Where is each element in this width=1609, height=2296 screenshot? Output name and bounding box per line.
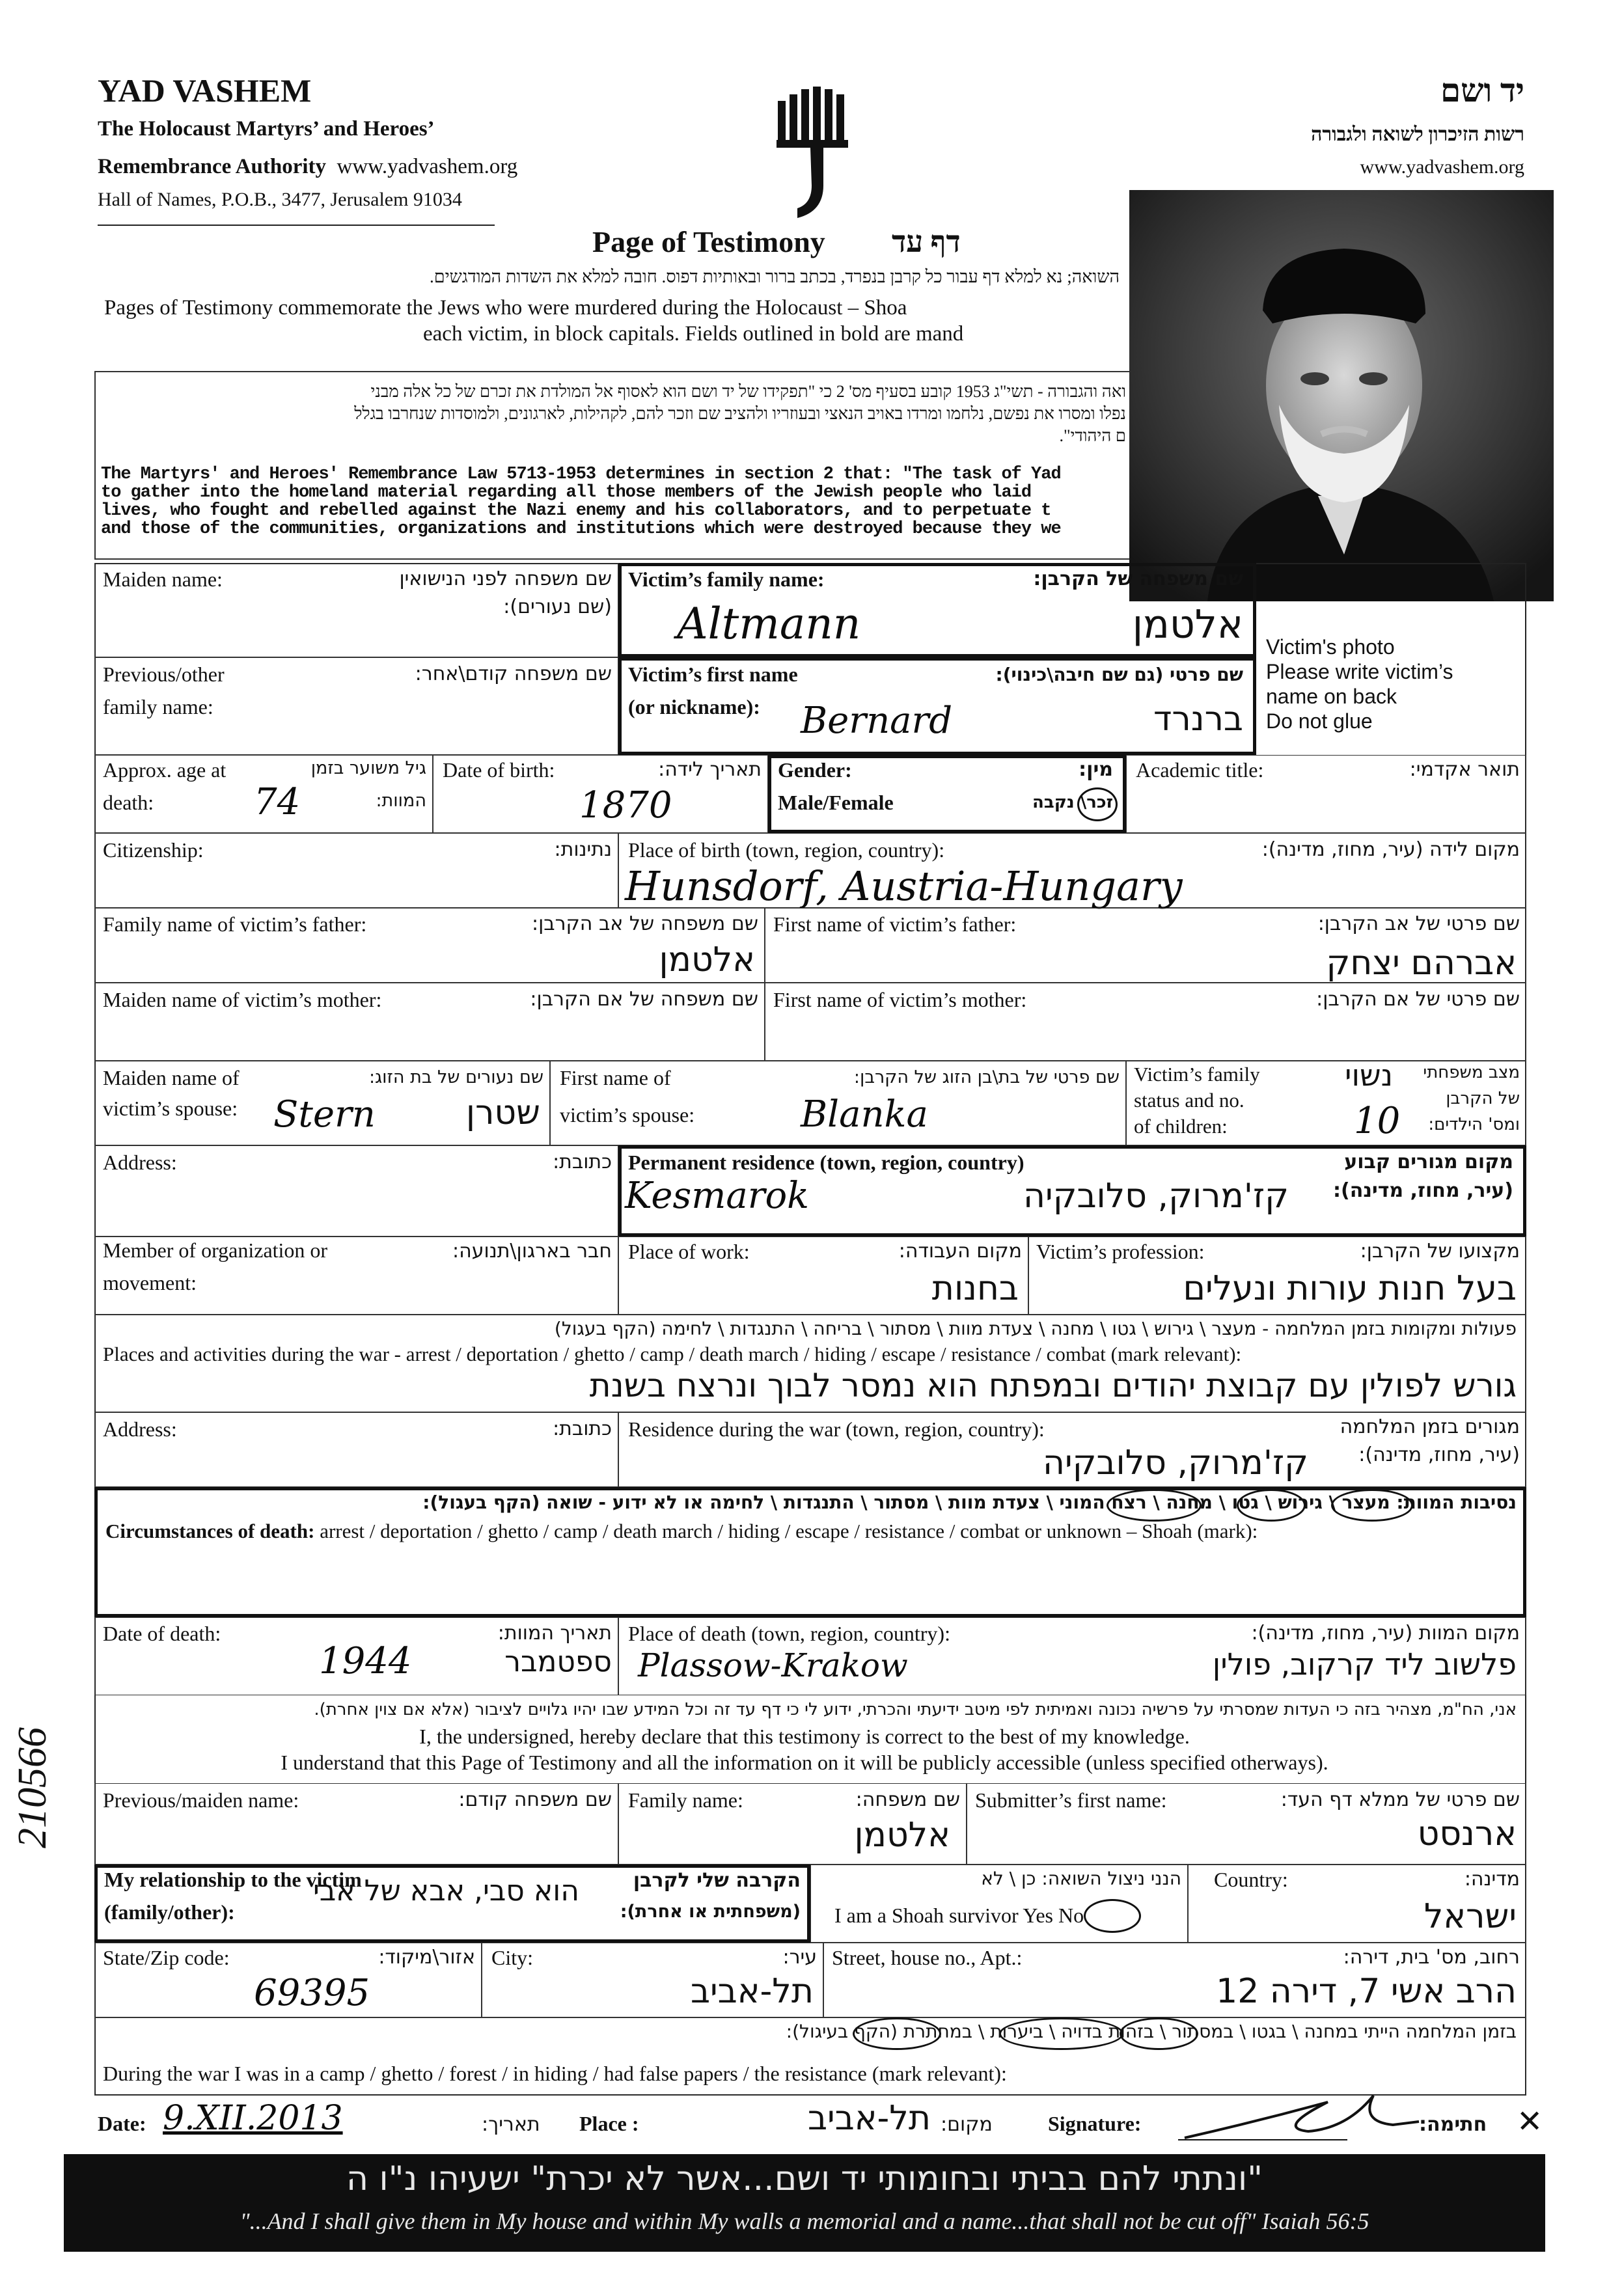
city-label: City:: [491, 1946, 534, 1969]
relationship-label-he: הקרבה שלי לקרבן: [633, 1869, 801, 1892]
profession-value: בעל חנות עורות ונעלים: [1183, 1269, 1517, 1308]
org-sub-he: רשות הזיכרון לשואה ולגבורה: [1311, 124, 1524, 145]
previous-name-label: Previous/other: [103, 663, 225, 686]
survivor-no-option[interactable]: No: [1058, 1904, 1084, 1927]
mass-murder-circle: [1107, 1489, 1202, 1522]
war-residence-label-he: מגורים בזמן המלחמה: [1340, 1415, 1520, 1438]
war-status-label: During the war I was in a camp / ghetto / forest / in hiding / had false papers / the resistance (mark relevant):: [103, 2062, 1007, 2085]
zip-label-he: אזור\מיקוד:: [378, 1946, 475, 1969]
submitter-first-label: Submitter’s first name:: [975, 1788, 1167, 1812]
org-sub2-en: Remembrance Authority www.yadvashem.org: [98, 155, 518, 178]
signature-label: Signature:: [1048, 2112, 1142, 2135]
war-residence-label: Residence during the war (town, region, country):: [628, 1417, 1045, 1441]
age-value: 74: [254, 781, 301, 823]
submitter-previous-label-he: שם משפחה קודם:: [458, 1788, 612, 1811]
cross-mark-icon: ✕: [1517, 2105, 1543, 2139]
family-status-label-he: מצב משפחתי: [1423, 1063, 1520, 1082]
family-name-value: Altmann: [677, 599, 861, 649]
relationship-label: My relationship to the victim: [104, 1868, 362, 1891]
hiding-circle: [1120, 2017, 1198, 2050]
submitter-family-label: Family name:: [628, 1788, 743, 1812]
declaration-he: אני, הח"מ, מצהיר בזה כי העדות שמסרתי על פרשיה נכונה ואמיתית לפי מיטב ידיעתי והכרתי, ידוע לי כי דף עד זה וכל המידע שבו יהיו גלויים לציבור (אלא אם צוין אחרת).: [314, 1700, 1517, 1719]
relationship-label-he2: (משפחתית או אחרת):: [620, 1902, 801, 1922]
first-name-label: Victim’s first name: [628, 663, 798, 686]
declaration-en-1: I, the undersigned, hereby declare that this testimony is correct to the best of my knowledge.: [419, 1725, 1190, 1748]
family-status-label: Victim’s family: [1134, 1063, 1260, 1086]
gender-label-he: מין:: [1079, 758, 1113, 781]
academic-label: Academic title:: [1136, 758, 1264, 782]
father-family-value: אלטמן: [659, 940, 755, 979]
residence-value-he: קז'מרוק, סלובקיה: [1023, 1177, 1289, 1216]
father-first-label-he: שם פרטי של אב הקרבן:: [1317, 912, 1520, 935]
relationship-value: הוא סבי, אבא של אבי: [312, 1874, 579, 1907]
residence-label: Permanent residence (town, region, country): [628, 1151, 1025, 1174]
org-name-en: YAD VASHEM: [98, 72, 312, 109]
submitter-previous-label: Previous/maiden name:: [103, 1788, 299, 1812]
gender-label-2: Male/Female: [778, 791, 894, 814]
country-label: Country:: [1214, 1868, 1288, 1891]
law-text-en: The Martyrs' and Heroes' Remembrance Law 5713-1953 determines in section 2 that: "The task of Yad to gather into the homeland material regarding all those members of the Jewish people who laid lives, who fought and rebelled against the Nazi enemy and his collaborators, and to perpetuate t and those of the communities, organizations and institutions which were destroyed because they we: [101, 465, 1061, 539]
country-value: ישראל: [1423, 1897, 1517, 1936]
family-name-label-he: שם משפחה של הקרבן:: [1033, 567, 1243, 590]
mother-maiden-label-he: שם משפחה של אם הקרבן:: [530, 988, 758, 1011]
spouse-first-label-he: שם פרטי של בת\בן הזוג של הקרבן:: [853, 1067, 1120, 1087]
spouse-maiden-label-2: victim’s spouse:: [103, 1097, 238, 1120]
dod-label: Date of death:: [103, 1622, 221, 1645]
war-residence-value: קז'מרוק, סלובקיה: [1042, 1443, 1308, 1483]
family-name-value-he: אלטמן: [1132, 602, 1243, 648]
city-value: תל-אביב: [690, 1972, 814, 2011]
death-place-label-he: מקום המוות (עיר, מחוז, מדינה):: [1251, 1622, 1520, 1645]
war-address-label: Address:: [103, 1417, 177, 1441]
intro-he: השואה; נא למלא דף עבור כל קרבן בנפרד, בכתב ברור ובאותיות דפוס. חובה למלא את השדות המודגשים.: [430, 267, 1120, 286]
relationship-label-2: (family/other):: [104, 1900, 235, 1924]
first-name-label-2: (or nickname):: [628, 695, 760, 718]
organization-label-he: חבר בארגון\תנועה:: [452, 1240, 612, 1263]
citizenship-label-he: נתינות:: [554, 838, 612, 861]
first-name-value-he: ברנרד: [1153, 700, 1243, 739]
dob-label: Date of birth:: [443, 758, 555, 782]
birthplace-label: Place of birth (town, region, country):: [628, 838, 945, 862]
declaration-en-2: I understand that this Page of Testimony and all the information on it will be publicly accessible (unless specified otherways).: [281, 1751, 1328, 1774]
underground-circle: [853, 2017, 941, 2050]
street-value: הרב אשי 7, דירה 12: [1216, 1972, 1517, 2011]
maiden-name-label-he: שם משפחה לפני הנישואין: [399, 567, 612, 590]
activities-value: גורש לפולין עם קבוצת יהודים ובמפתח הוא נמסר לבוך ונרצח בשנת: [589, 1367, 1517, 1404]
country-label-he: מדינה:: [1464, 1868, 1520, 1891]
address-label: Address:: [103, 1151, 177, 1174]
submitter-family-label-he: שם משפחה:: [855, 1788, 960, 1811]
birthplace-value: Hunsdorf, Austria-Hungary: [625, 862, 1183, 910]
submitter-first-value: ארנסט: [1417, 1814, 1517, 1853]
signature-icon[interactable]: [1178, 2083, 1425, 2148]
arrest-circle: [1331, 1489, 1413, 1522]
profession-label: Victim’s profession:: [1036, 1240, 1205, 1263]
dob-label-he: תאריך לידה:: [658, 758, 762, 781]
intro-en-2: each victim, in block capitals. Fields outlined in bold are mand: [423, 322, 964, 346]
family-status-label-he2: של הקרבן: [1446, 1089, 1520, 1108]
activities-label: Places and activities during the war - arrest / deportation / ghetto / camp / death march / hiding / escape / resistance / combat (mark relevant):: [103, 1343, 1242, 1365]
profession-label-he: מקצועו של הקרבן:: [1360, 1240, 1520, 1263]
age-label-2: death:: [103, 791, 154, 814]
victim-photo: [1129, 190, 1554, 601]
mother-first-label: First name of victim’s mother:: [773, 988, 1027, 1011]
circumstances-label-he: נסיבות המוות: מעצר \ גירוש \ גטו \ מחנה \ רצח המוני \ צעדת מוות \ מסתור \ התנגדות \ לחימה או לא ידוע - שואה (הקף בעגול):: [422, 1492, 1517, 1513]
place-label: Place :: [579, 2112, 639, 2135]
zip-label: State/Zip code:: [103, 1946, 230, 1969]
death-place-value: Plassow-Krakow: [638, 1647, 908, 1684]
org-sub-en: The Holocaust Martyrs’ and Heroes’: [98, 117, 435, 141]
war-residence-label-he2: (עיר, מחוז, מדינה):: [1358, 1443, 1520, 1466]
gender-label-he2: זכר\ נקבה: [1032, 793, 1113, 812]
survivor-label: I am a Shoah survivor Yes No: [834, 1904, 1084, 1927]
academic-label-he: תואר אקדמי:: [1409, 758, 1520, 781]
deportation-circle: [1237, 1489, 1306, 1522]
zip-value: 69395: [254, 1972, 370, 2014]
family-status-value: נשוי: [1345, 1058, 1393, 1093]
children-count-value: 10: [1354, 1100, 1401, 1142]
mother-maiden-label: Maiden name of victim’s mother:: [103, 988, 382, 1011]
organization-label-2: movement:: [103, 1271, 197, 1294]
dob-value: 1870: [579, 784, 672, 827]
spouse-maiden-label-he: שם נעורים של בת הזוג:: [368, 1067, 543, 1087]
war-address-label-he: כתובת:: [553, 1417, 612, 1440]
previous-name-label-he: שם משפחה קודם\אחר:: [415, 663, 612, 685]
footer-quote-en: "...And I shall give them in My house and within My walls a memorial and a name...that shall not be cut off" Isaiah 56:5: [240, 2208, 1369, 2234]
father-family-label-he: שם משפחה של אב הקרבן:: [531, 912, 758, 935]
date-value: 9.XII.2013: [163, 2099, 343, 2138]
workplace-label-he: מקום העבודה:: [898, 1240, 1022, 1263]
residence-label-he: מקום מגורים קבוע: [1344, 1151, 1513, 1173]
portrait-icon: [1129, 190, 1554, 601]
website-link-he[interactable]: www.yadvashem.org: [1360, 156, 1524, 178]
org-address: Hall of Names, P.O.B., 3477, Jerusalem 91034: [98, 189, 462, 210]
activities-label-he: פעולות ומקומות בזמן המלחמה - מעצר \ גירוש \ גטו \ מחנה \ צעדת מוות \ מסתור \ בריחה \ התנגדות \ לחימה (הקף בעגול): [554, 1318, 1517, 1339]
organization-label: Member of organization or: [103, 1238, 328, 1262]
false-identity-circle: [999, 2017, 1123, 2050]
org-name-he: יד ושם: [1440, 72, 1524, 109]
maiden-name-label: Maiden name:: [103, 567, 223, 591]
age-label-he: גיל משוער בזמן: [310, 758, 426, 778]
spouse-first-value: Blanka: [801, 1093, 928, 1136]
family-status-label-he3: ומס' הילדים:: [1428, 1115, 1520, 1134]
survivor-yes-option[interactable]: Yes: [1023, 1904, 1053, 1927]
website-link[interactable]: www.yadvashem.org: [337, 155, 518, 178]
birthplace-label-he: מקום לידה (עיר, מחוז, מדינה):: [1261, 838, 1520, 861]
workplace-label: Place of work:: [628, 1240, 750, 1263]
spouse-maiden-value: Stern: [273, 1093, 376, 1136]
residence-label-he2: (עיר, מחוז, מדינה):: [1333, 1179, 1513, 1202]
first-name-value: Bernard: [801, 700, 953, 742]
death-place-value-he: פלשוב ליד קרקוב, פולין: [1212, 1647, 1517, 1682]
workplace-value: בחנות: [931, 1269, 1019, 1308]
family-status-label-3: of children:: [1134, 1115, 1228, 1138]
place-label-he: מקום:: [941, 2113, 993, 2136]
dod-value-he: ספטמבר: [504, 1645, 612, 1678]
father-family-label: Family name of victim’s father:: [103, 912, 367, 936]
law-text-he: ואה והגבורה - תשי"ג 1953 קובע בסעיף מס' 2 כי "תפקידו של יד ושם הוא לאסוף אל המולדת את זכרם של כל אלה מבני נפלו ומסרו את נפשם, נלחמו ומרדו באויב הנאצי ובעוזריו ולהציב שם וזכר להם, לקהילות, לארגונים, ולמוסדות שנחרבו בגלל ם היהודי".: [354, 382, 1126, 445]
footer-quote-he: "ונתתי להם בביתי ובחומותי יד ושם...אשר לא יכרת" ישעיהו נ"ו ה: [346, 2159, 1263, 2198]
spouse-maiden-value-he: שטרן: [465, 1093, 540, 1132]
age-label: Approx. age at: [103, 758, 227, 782]
page-title-he: דף עד: [892, 225, 961, 258]
photo-instructions: Victim's photo Please write victim’s name on back Do not glue: [1266, 635, 1453, 733]
gender-label: Gender:: [778, 758, 852, 782]
residence-value: Kesmarok: [625, 1175, 810, 1217]
father-first-label: First name of victim’s father:: [773, 912, 1017, 936]
maiden-name-label-he2: (שם נעורים):: [503, 595, 612, 618]
dod-value: 1944: [319, 1640, 412, 1682]
street-label-he: רחוב, מס' בית, דירה:: [1343, 1946, 1520, 1969]
submitter-first-label-he: שם פרטי של ממלא דף העד:: [1280, 1788, 1520, 1811]
yad-vashem-logo-icon: [771, 75, 856, 225]
signature-label-he: חתימה:: [1419, 2113, 1487, 2136]
city-label-he: עיר:: [782, 1946, 817, 1969]
intro-en-1: Pages of Testimony commemorate the Jews who were murdered during the Holocaust – Shoa: [104, 296, 907, 320]
header-rule: [98, 225, 495, 226]
spouse-first-label-2: victim’s spouse:: [560, 1103, 695, 1127]
date-label-he: תאריך:: [482, 2113, 540, 2136]
page-title: Page of Testimony: [592, 225, 825, 258]
address-label-he: כתובת:: [553, 1151, 612, 1173]
family-status-label-2: status and no.: [1134, 1089, 1245, 1112]
first-name-label-he: שם פרטי (גם שם חיבה\כינוי):: [995, 664, 1243, 685]
age-label-he2: המוות:: [376, 791, 426, 811]
spouse-maiden-label: Maiden name of: [103, 1066, 240, 1089]
family-name-label: Victim’s family name:: [628, 567, 825, 591]
father-first-value: אברהם יצחק: [1326, 944, 1517, 983]
mother-first-label-he: שם פרטי של אם הקרבן:: [1316, 988, 1520, 1011]
date-label: Date:: [98, 2112, 146, 2135]
dod-label-he: תאריך המוות:: [497, 1622, 612, 1645]
death-place-label: Place of death (town, region, country):: [628, 1622, 950, 1645]
side-number: 210566: [10, 1727, 55, 1848]
survivor-yes-circle: [1084, 1899, 1141, 1933]
survivor-label-he: הנני ניצול השואה: כן \ לא: [981, 1868, 1181, 1889]
street-label: Street, house no., Apt.:: [832, 1946, 1023, 1969]
circumstances-label: Circumstances of death: arrest / deportation / ghetto / camp / death march / hiding / escape / resistance / combat or unknown – Shoah (mark):: [105, 1520, 1258, 1542]
place-value: תל-אביב: [807, 2099, 931, 2138]
gender-male-circle: [1077, 787, 1118, 821]
war-status-label-he: בזמן המלחמה הייתי במחנה \ בגטו \ במסתור \ בזהות בדויה \ ביערות \ במחתרת (הקף בעיגול):: [786, 2021, 1517, 2042]
citizenship-label: Citizenship:: [103, 838, 204, 862]
submitter-family-value: אלטמן: [854, 1816, 950, 1855]
spouse-first-label: First name of: [560, 1066, 671, 1089]
previous-name-label-2: family name:: [103, 695, 213, 718]
